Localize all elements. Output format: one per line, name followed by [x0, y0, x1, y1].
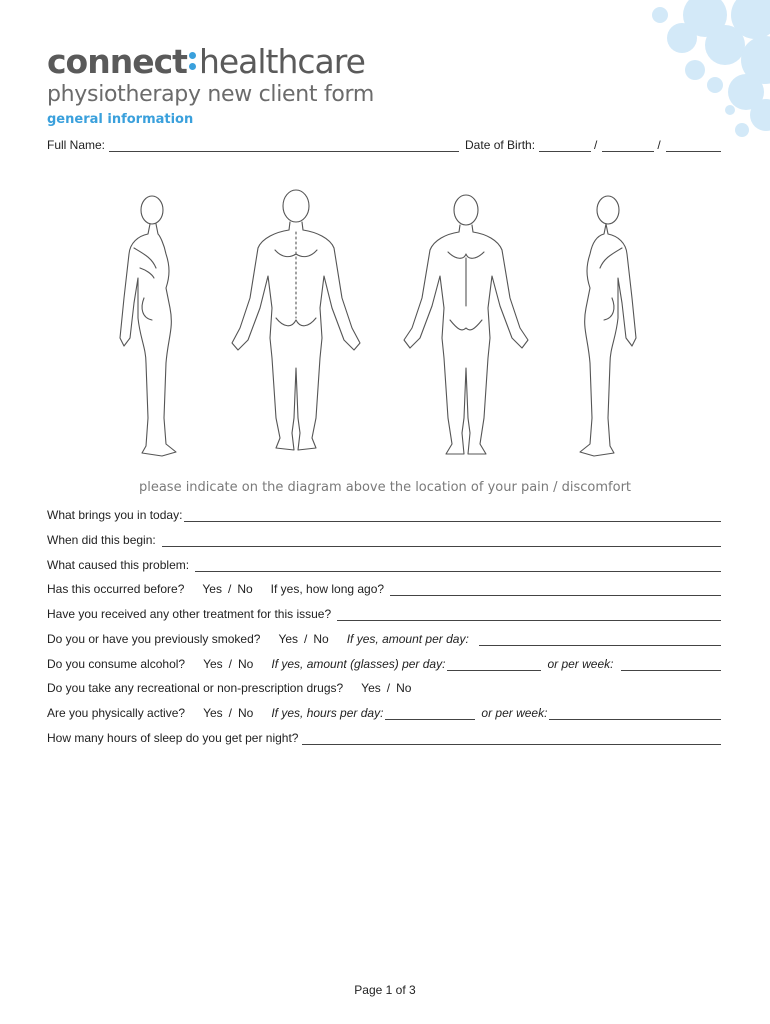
- section-heading: general information: [47, 112, 194, 127]
- diagram-instruction: please indicate on the diagram above the location of your pain / discomfort: [138, 480, 632, 495]
- logo-text-connect: connect: [47, 41, 187, 81]
- dob-separator: /: [594, 138, 598, 152]
- question-label: Do you take any recreational or non-prescription drugs?: [47, 681, 344, 695]
- dob-year-field[interactable]: [666, 140, 721, 152]
- yes-option[interactable]: Yes: [361, 681, 381, 695]
- question-label: How many hours of sleep do you get per night?: [47, 731, 299, 745]
- answer-field[interactable]: [184, 510, 721, 522]
- answer-field[interactable]: [302, 733, 721, 745]
- answer-field-per-week[interactable]: [549, 708, 721, 720]
- followup-label: If yes, amount per day:: [346, 632, 469, 646]
- answer-field[interactable]: [337, 609, 721, 621]
- answer-field-per-week[interactable]: [621, 659, 721, 671]
- option-separator: /: [228, 657, 233, 671]
- question-row-sleep: [47, 731, 721, 745]
- name-dob-row: [47, 138, 721, 152]
- question-label: What caused this problem:: [47, 558, 190, 572]
- decorative-bubbles: [570, 0, 770, 150]
- followup-label-week: or per week:: [481, 706, 548, 720]
- dob-month-field[interactable]: [602, 140, 654, 152]
- no-option[interactable]: No: [396, 681, 412, 695]
- brand-logo: [47, 40, 365, 82]
- question-row-cause: [47, 558, 721, 572]
- logo-dots-icon: [189, 50, 197, 72]
- body-figure-back[interactable]: [232, 190, 360, 450]
- answer-field[interactable]: [390, 584, 721, 596]
- full-name-field[interactable]: [109, 140, 459, 152]
- option-separator: /: [228, 706, 232, 720]
- option-separator: /: [304, 632, 308, 646]
- followup-label: If yes, amount (glasses) per day:: [271, 657, 446, 671]
- dob-label: Date of Birth:: [465, 138, 536, 152]
- dob-separator: /: [657, 138, 661, 152]
- question-row-drugs: [47, 681, 721, 695]
- question-row-alcohol: [47, 657, 721, 671]
- yes-option[interactable]: Yes: [278, 632, 299, 646]
- no-option[interactable]: No: [238, 706, 254, 720]
- question-row-reason: [47, 508, 721, 522]
- question-row-treatment: [47, 607, 721, 621]
- question-row-activity: [47, 706, 721, 720]
- followup-label: If yes, hours per day:: [271, 706, 384, 720]
- answer-field-per-day[interactable]: [447, 659, 541, 671]
- body-figure-front[interactable]: [404, 195, 528, 454]
- answer-field[interactable]: [479, 634, 721, 646]
- question-label: Do you consume alcohol?: [47, 657, 186, 671]
- no-option[interactable]: No: [237, 582, 253, 596]
- answer-field[interactable]: [162, 535, 721, 547]
- question-label: Have you received any other treatment for this issue?: [47, 607, 332, 621]
- answer-field-per-day[interactable]: [385, 708, 475, 720]
- option-separator: /: [386, 681, 391, 695]
- body-figure-side-right[interactable]: [120, 196, 176, 456]
- no-option[interactable]: No: [238, 657, 254, 671]
- yes-option[interactable]: Yes: [202, 582, 222, 596]
- question-label: Has this occurred before?: [47, 582, 185, 596]
- question-label: When did this begin:: [47, 533, 156, 547]
- question-row-onset: [47, 533, 721, 547]
- followup-label: If yes, how long ago?: [270, 582, 385, 596]
- body-figure-side-left[interactable]: [580, 196, 636, 456]
- page-number: Page 1 of 3: [354, 983, 416, 997]
- question-label: Are you physically active?: [47, 706, 186, 720]
- question-row-recurrence: [47, 582, 721, 596]
- body-diagram[interactable]: [100, 188, 680, 468]
- question-label: What brings you in today:: [47, 508, 183, 522]
- question-row-smoking: [47, 632, 721, 646]
- yes-option[interactable]: Yes: [203, 706, 223, 720]
- form-title: physiotherapy new client form: [47, 82, 375, 107]
- question-label: Do you or have you previously smoked?: [47, 632, 261, 646]
- no-option[interactable]: No: [313, 632, 329, 646]
- yes-option[interactable]: Yes: [203, 657, 223, 671]
- answer-field[interactable]: [195, 560, 721, 572]
- followup-label-week: or per week:: [547, 657, 614, 671]
- dob-day-field[interactable]: [539, 140, 591, 152]
- logo-text-healthcare: healthcare: [198, 41, 365, 81]
- full-name-label: Full Name:: [47, 138, 106, 152]
- option-separator: /: [227, 582, 232, 596]
